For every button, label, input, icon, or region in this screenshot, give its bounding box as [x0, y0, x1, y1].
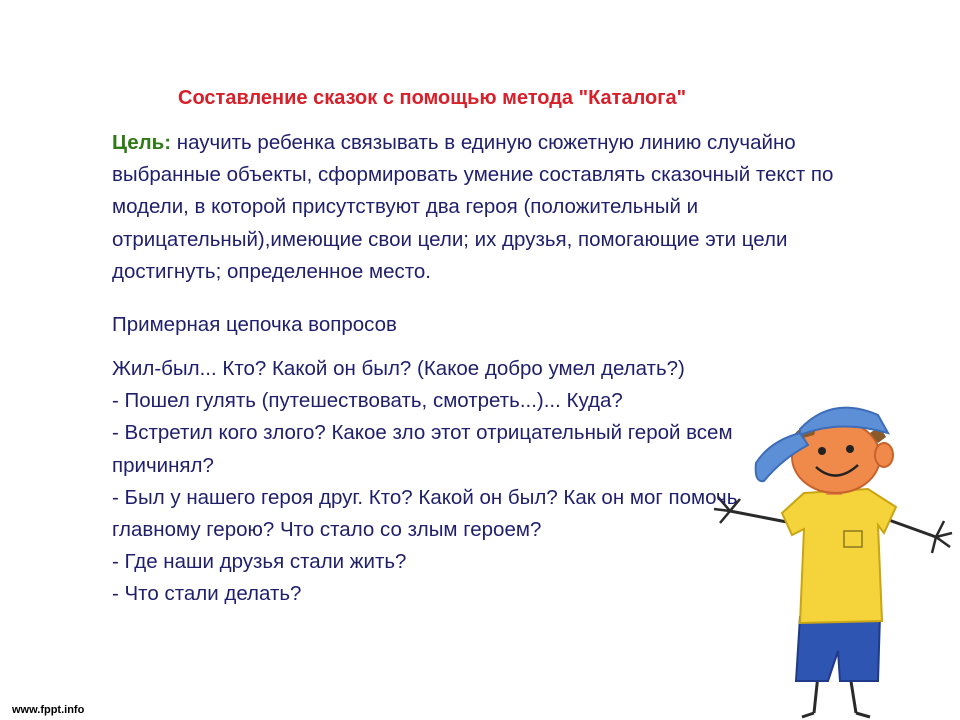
goal-text: научить ребенка связывать в единую сюжетную линию случайно выбранные объекты, сформировать умение составлять сказочный текст по модели, в которой присутствуют два героя (положительный и отрицательный),имеющие свои цели; их друзья, помогающие эти цели достигнуть; определенное место. — [112, 131, 834, 283]
question-line: - Пошел гулять (путешествовать, смотреть...)... Куда? — [112, 389, 623, 413]
boy-drawing-illustration — [700, 385, 960, 720]
questions-intro: Примерная цепочка вопросов — [112, 313, 397, 336]
question-line: главному герою? Что стало со злым героем? — [112, 518, 542, 542]
question-line: Жил-был... Кто? Какой он был? (Какое добро умел делать?) — [112, 357, 685, 380]
question-line: причинял? — [112, 453, 214, 477]
footer-watermark: www.fppt.info — [12, 704, 85, 716]
goal-label: Цель: — [112, 131, 172, 154]
goal-paragraph — [112, 127, 852, 288]
slide-title: Составление сказок с помощью метода "Каталога" — [178, 87, 687, 109]
question-line: - Встретил кого злого? Какое зло этот отрицательный герой всем — [112, 421, 733, 445]
question-line: - Где наши друзья стали жить? — [112, 550, 407, 574]
question-line: - Что стали делать? — [112, 582, 302, 606]
questions-list — [112, 353, 737, 611]
question-line: - Был у нашего героя друг. Кто? Какой он был? Как он мог помочь — [112, 485, 738, 509]
